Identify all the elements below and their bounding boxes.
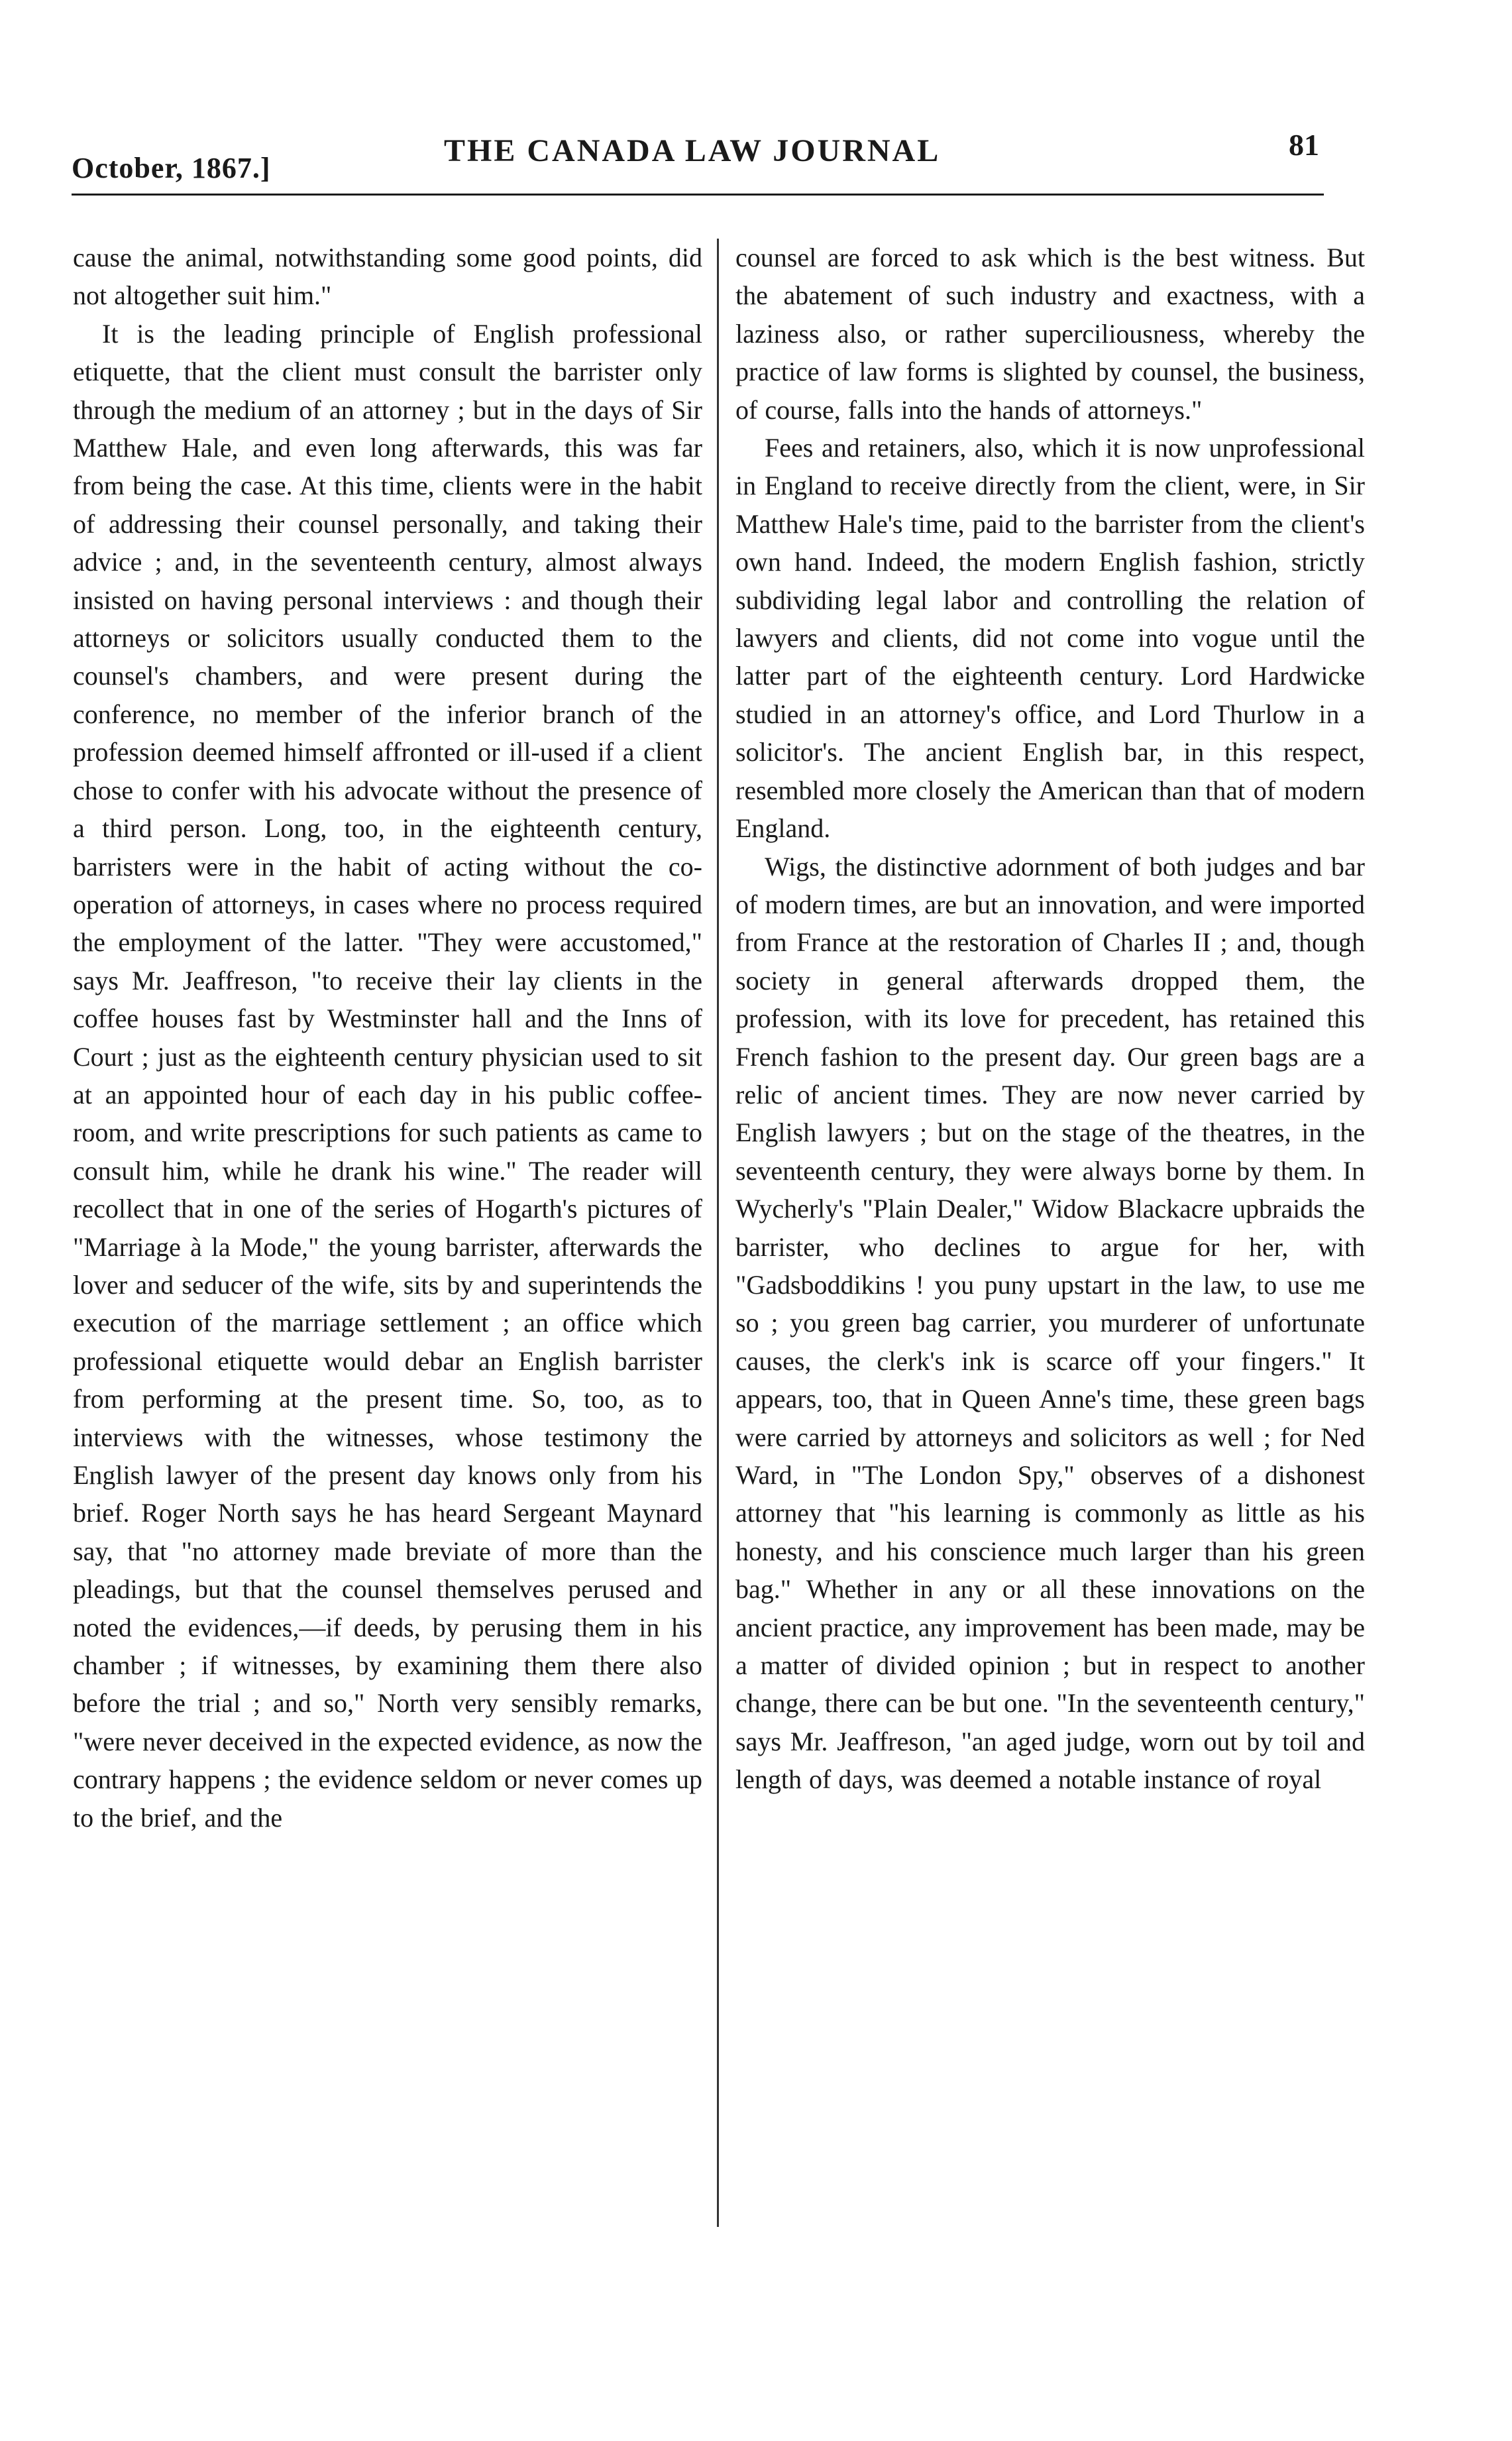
paragraph: counsel are forced to ask which is the best witness. But the abatement of such industry and exactness, with a laziness also, or rather superciliousness, whereby the practice of law forms is slighted by counsel, the business, of course, falls into the hands of attorneys." bbox=[735, 243, 1365, 425]
paragraph: Fees and retainers, also, which it is now unprofessional in England to receive directly from the client, were, in Sir Matthew Hale's time, paid to the barrister from the client's own hand. Indeed, the modern English fashion, strictly subdividing legal labor and controlling the relation of lawyers and clients, did not come into vogue until the latter part of the eighteenth century. Lord Hardwicke studied in an attorney's office, and Lord Thurlow in a solicitor's. The ancient English bar, in this respect, resembled more closely the American than that of modern England. bbox=[735, 433, 1365, 844]
page-header bbox=[0, 0, 1512, 199]
paragraph: cause the animal, notwithstanding some good points, did not altogether suit him." bbox=[73, 243, 702, 311]
journal-title: THE CANADA LAW JOURNAL bbox=[444, 133, 941, 168]
column-divider bbox=[717, 239, 719, 2227]
page-number: 81 bbox=[1289, 128, 1319, 162]
left-column bbox=[73, 239, 702, 2227]
paragraph: It is the leading principle of English professional etiquette, that the client must consult the barrister only through the medium of an attorney ; but in the days of Sir Matthew Hale, and even long afterwards, this was far from being the case. At this time, clients were in the habit of addressing their counsel personally, and taking their advice ; and, in the seventeenth century, almost always insisted on having personal interviews : and though their attorneys or solicitors usually conducted them to the counsel's chambers, and were present during the conference, no member of the inferior branch of the profession deemed himself affronted or ill-used if a client chose to confer with his advocate without the presence of a third person. Long, too, in the eighteenth century, barristers were in the habit of acting without the co-operation of attorneys, in cases where no process required the employment of the latter. "They were accustomed," says Mr. Jeaffreson, "to receive their lay clients in the coffee houses fast by Westminster hall and the Inns of Court ; just as the eighteenth century physician used to sit at an appointed hour of each day in his public coffee-room, and write prescriptions for such patients as came to consult him, while he drank his wine." The reader will recollect that in one of the series of Hogarth's pictures of "Marriage à la Mode," the young barrister, afterwards the lover and seducer of the wife, sits by and superintends the execution of the marriage settlement ; an office which professional etiquette would debar an English barrister from performing at the present time. So, too, as to interviews with the witnesses, whose testimony the English lawyer of the present day knows only from his brief. Roger North says he has heard Sergeant Maynard say, that "no attorney made breviate of more than the pleadings, but that the counsel themselves perused and noted the evidences,—if deeds, by perusing them in his chamber ; if witnesses, by examining them there also before the trial ; and so," North very sensibly remarks, "were never deceived in the expected evidence, as now the contrary happens ; the evidence seldom or never comes up to the brief, and the bbox=[73, 318, 702, 1833]
issue-date: October, 1867.] bbox=[72, 152, 271, 184]
header-rule bbox=[72, 194, 1324, 196]
paragraph: Wigs, the distinctive adornment of both judges and bar of modern times, are but an innovation, and were imported from France at the restoration of Charles II ; and, though society in general afterwards dropped them, the profession, with its love for precedent, has retained this French fashion to the present day. Our green bags are a relic of ancient times. They are now never carried by English lawyers ; but on the stage of the theatres, in the seventeenth century, they were always borne by them. In Wycherly's "Plain Dealer," Widow Blackacre upbraids the barrister, who declines to argue for her, with "Gadsboddikins ! you puny upstart in the law, to use me so ; you green bag carrier, you murderer of unfortunate causes, the clerk's ink is scarce off your fingers." It appears, too, that in Queen Anne's time, these green bags were carried by attorneys and solicitors as well ; for Ned Ward, in "The London Spy," observes of a dishonest attorney that "his learning is commonly as little as his honesty, and his conscience much larger than his green bag." Whether in any or all these innovations on the ancient practice, any improvement has been made, may be a matter of divided opinion ; but in respect to another change, there can be but one. "In the seventeenth century," says Mr. Jeaffreson, "an aged judge, worn out by toil and length of days, was deemed a notable instance of royal bbox=[735, 851, 1365, 1795]
right-column bbox=[735, 239, 1365, 2227]
